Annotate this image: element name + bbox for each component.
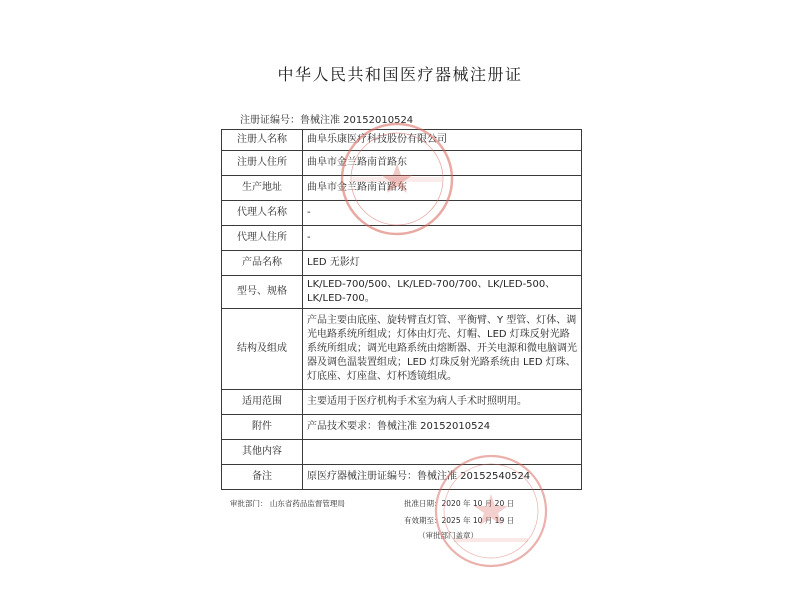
row-label: 代理人住所 [222,226,303,251]
row-value: 曲阜市金兰路南首路东 [303,176,582,201]
approval-date: 批准日期：2020 年 10 月 20 日 [404,499,515,508]
table-row [222,390,582,415]
row-label: 备注 [222,465,303,490]
table-row [222,130,582,151]
row-value: - [303,226,582,251]
certificate-table [221,129,582,490]
row-label: 注册人住所 [222,151,303,176]
certificate-title: 中华人民共和国医疗器械注册证 [277,65,523,84]
table-row [222,309,582,390]
row-value: LED 无影灯 [303,251,582,276]
row-label: 生产地址 [222,176,303,201]
row-value: 主要适用于医疗机构手术室为病人手术时照明用。 [303,390,582,415]
row-label: 型号、规格 [222,276,303,309]
table-row [222,415,582,440]
row-label: 结构及组成 [222,309,303,390]
row-value: 曲阜市金兰路南首路东 [303,151,582,176]
row-value [303,440,582,465]
row-label: 其他内容 [222,440,303,465]
registration-number: 注册证编号：鲁械注准 20152010524 [240,115,414,126]
row-value: LK/LED-700/500、LK/LED-700/700、LK/LED-500、LK/LED-700。 [303,276,582,309]
table-row [222,226,582,251]
row-label: 附件 [222,415,303,440]
table-row [222,176,582,201]
row-label: 产品名称 [222,251,303,276]
table-row [222,276,582,309]
table-row [222,151,582,176]
row-value: 产品主要由底座、旋转臂直灯管、平衡臂、Y 型管、灯体、调光电路系统所组成；灯体由灯壳、灯帽、LED 灯珠反射光路系统所组成；调光电路系统由熔断器、开关电源和微电脑调光器及调色温装置组成；LED 灯珠反射光路系统由 LED 灯珠、灯底座、灯座盘、灯杯透镜组成。 [303,309,582,390]
row-value: 曲阜乐康医疗科技股份有限公司 [303,130,582,151]
row-value: 原医疗器械注册证编号：鲁械注准 20152540524 [303,465,582,490]
valid-until: 有效期至：2025 年 10 月 19 日 [404,516,515,525]
table-row [222,201,582,226]
row-label: 代理人名称 [222,201,303,226]
approving-office: 审批部门： 山东省药品监督管理局 [230,499,345,508]
table-row [222,440,582,465]
row-value: - [303,201,582,226]
seal-note: （审批部门盖章） [418,531,478,540]
row-label: 适用范围 [222,390,303,415]
table-row [222,465,582,490]
row-value: 产品技术要求：鲁械注准 20152010524 [303,415,582,440]
row-label: 注册人名称 [222,130,303,151]
table-row [222,251,582,276]
